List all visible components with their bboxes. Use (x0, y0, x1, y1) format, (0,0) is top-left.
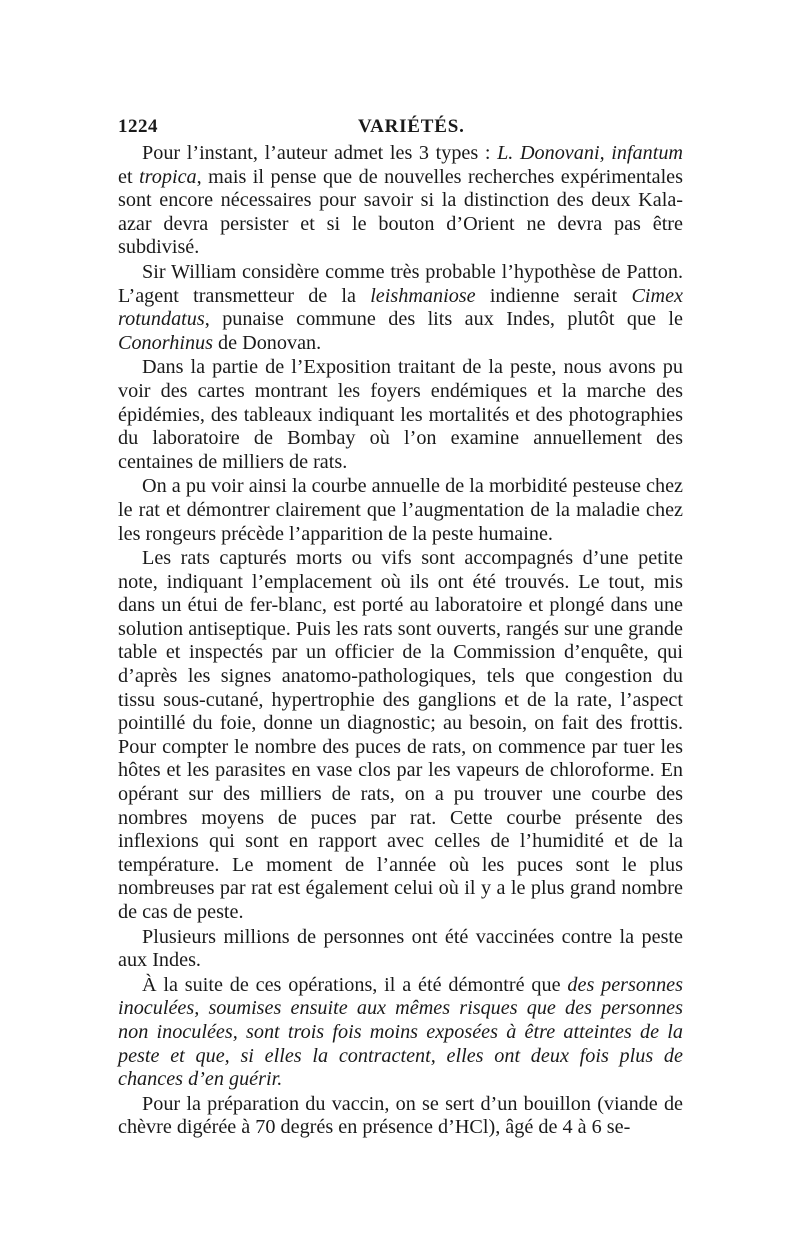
text-run: indienne serait (475, 284, 632, 307)
italic-run: Conorhinus (118, 331, 213, 354)
text-run: À la suite de ces opérations, il a été démontré que (142, 973, 568, 996)
paragraph-1 (118, 142, 683, 260)
text-run: Plusieurs millions de personnes ont été vaccinées contre la peste aux Indes. (118, 925, 683, 972)
italic-run: tropica (139, 165, 197, 188)
text-run: Pour l’instant, l’auteur admet les 3 types : (142, 142, 498, 164)
page-header (118, 112, 683, 142)
italic-run: leishmaniose (370, 284, 476, 307)
paragraph-7 (118, 974, 683, 1092)
running-title: VARIÉTÉS. (358, 116, 465, 137)
body-text (118, 142, 683, 1140)
document-page (118, 112, 683, 1141)
paragraph-3 (118, 356, 683, 474)
paragraph-2 (118, 261, 683, 355)
text-run: Pour la préparation du vaccin, on se sert d’un bouillon (viande de chèvre digérée à 70 degrés en présence d’HCl), âgé de 4 à 6 se- (118, 1092, 683, 1139)
paragraph-4 (118, 475, 683, 546)
text-run: , punaise commune des lits aux Indes, plutôt que le (204, 308, 683, 331)
paragraph-5 (118, 547, 683, 925)
text-run: Sir William considère comme très probable l’hypothèse de Patton. L’agent transmetteur de la (118, 260, 683, 307)
text-run: de Donovan. (212, 331, 322, 354)
italic-run: L. Donovani, infantum (497, 142, 683, 164)
text-run: Dans la partie de l’Exposition traitant de la peste, nous avons pu voir des cartes montrant les foyers endémiques et la marche des épidémies, des tableaux indiquant les mortalités et des photographies du laboratoire de Bombay où l’on examine annuellement des centaines de milliers de rats. (118, 356, 683, 473)
italic-run: des personnes inoculées, soumises ensuite aux mêmes risques que des personnes non inoculées, sont trois fois moins exposées à être atteintes de la peste et que, si elles la contractent, elles ont deux fois plus de chances d’en guérir. (118, 973, 683, 1091)
text-run: Les rats capturés morts ou vifs sont accompagnés d’une petite note, indiquant l’emplacement où ils ont été trouvés. Le tout, mis dans un étui de fer-blanc, est porté au laboratoire et plongé dans une solution antiseptique. Puis les rats sont ouverts, rangés sur une grande table et inspectés par un officier de la Commission d’enquête, qui d’après les signes anatomo-pathologiques, tels que congestion du tissu sous-cutané, hypertrophie des ganglions et de la rate, l’aspect pointillé du foie, donne un diagnostic; au besoin, on fait des frottis. Pour compter le nombre des puces de rats, on commence par tuer les hôtes et les parasites en vase clos par les vapeurs de chloroforme. En opérant sur des milliers de rats, on a pu trouver une courbe des nombres moyens de puces par rat. Cette courbe présente des inflexions qui sont en rapport avec celles de l’humidité et de la température. Le moment de l’année où les puces sont le plus nombreuses par rat est également celui où il y a le plus grand nombre de cas de peste. (118, 547, 683, 923)
text-run: , mais il pense que de nouvelles recherches expérimentales sont encore nécessaires pour savoir si la distinction des deux Kala-azar devra persister et si le bouton d’Orient ne devra pas être subdivisé. (118, 165, 683, 259)
page-number: 1224 (118, 116, 158, 137)
text-run: et (118, 165, 140, 188)
paragraph-6 (118, 926, 683, 973)
text-run: On a pu voir ainsi la courbe annuelle de la morbidité pesteuse chez le rat et démontrer clairement que l’augmentation de la maladie chez les rongeurs précède l’apparition de la peste humaine. (118, 475, 683, 545)
italic-run: Cimex rotundatus (118, 284, 684, 331)
paragraph-8 (118, 1093, 683, 1140)
